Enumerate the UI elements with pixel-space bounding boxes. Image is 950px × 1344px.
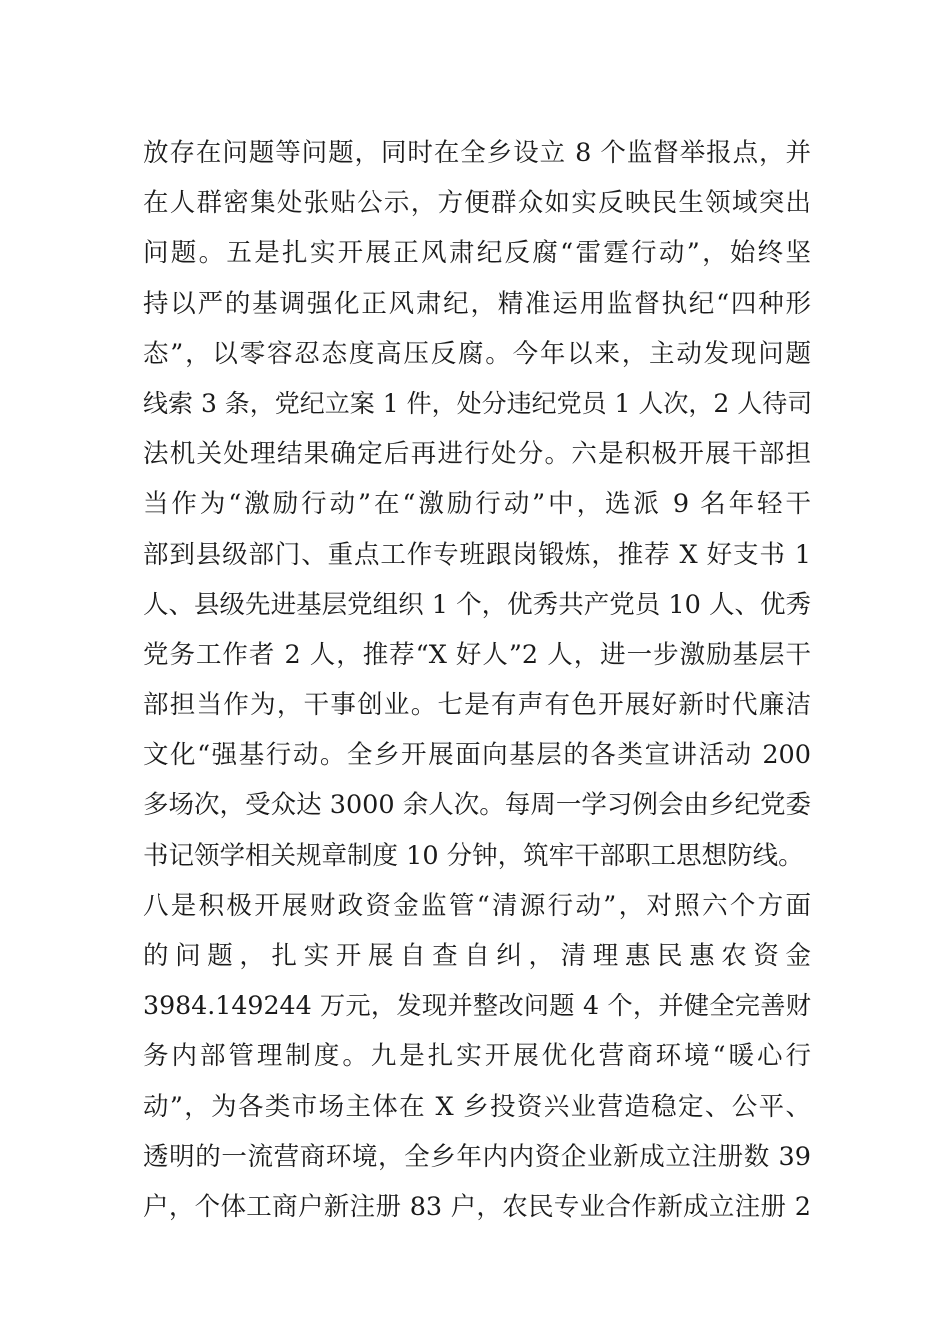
text-line: 部担当作为，干事创业。七是有声有色开展好新时代廉洁 bbox=[143, 690, 811, 721]
text-line: 3984.149244 万元，发现并整改问题 4 个，并健全完善财 bbox=[143, 991, 811, 1021]
text-line: 务内部管理制度。九是扎实开展优化营商环境“暖心行 bbox=[143, 1041, 811, 1072]
text-line: 问题。五是扎实开展正风肃纪反腐“雷霆行动”，始终坚 bbox=[143, 238, 811, 269]
text-line: 当作为“激励行动”在“激励行动”中，选派 9 名年轻干 bbox=[143, 489, 811, 520]
text-line: 放存在问题等问题，同时在全乡设立 8 个监督举报点，并 bbox=[143, 138, 811, 168]
text-line: 八是积极开展财政资金监管“清源行动”，对照六个方面 bbox=[143, 890, 811, 921]
text-line: 文化“强基行动。全乡开展面向基层的各类宣讲活动 200 bbox=[143, 740, 811, 771]
text-line: 书记领学相关规章制度 10 分钟，筑牢干部职工思想防线。 bbox=[143, 840, 804, 871]
text-line: 动”，为各类市场主体在 X 乡投资兴业营造稳定、公平、 bbox=[143, 1091, 811, 1122]
text-line: 线索 3 条，党纪立案 1 件，处分违纪党员 1 人次，2 人待司 bbox=[143, 388, 813, 418]
text-line: 人、县级先进基层党组织 1 个，优秀共产党员 10 人、优秀 bbox=[143, 589, 811, 620]
text-line: 户，个体工商户新注册 83 户，农民专业合作新成立注册 2 bbox=[143, 1191, 811, 1222]
text-line: 在人群密集处张贴公示，方便群众如实反映民生领域突出 bbox=[143, 188, 811, 219]
text-line: 持以严的基调强化正风肃纪，精准运用监督执纪“四种形 bbox=[143, 288, 811, 319]
text-line: 部到县级部门、重点工作专班跟岗锻炼，推荐 X 好支书 1 bbox=[143, 539, 811, 570]
text-line: 态”，以零容忍态度高压反腐。今年以来，主动发现问题 bbox=[143, 338, 811, 369]
text-line: 多场次，受众达 3000 余人次。每周一学习例会由乡纪党委 bbox=[143, 790, 811, 821]
body-text bbox=[143, 128, 811, 1232]
text-line: 透明的一流营商环境，全乡年内内资企业新成立注册数 39 bbox=[143, 1141, 811, 1172]
text-line: 的问题，扎实开展自查自纠，清理惠民惠农资金 bbox=[143, 941, 811, 971]
text-line: 党务工作者 2 人，推荐“X 好人”2 人，进一步激励基层干 bbox=[143, 639, 811, 670]
text-line: 法机关处理结果确定后再进行处分。六是积极开展干部担 bbox=[143, 439, 811, 470]
